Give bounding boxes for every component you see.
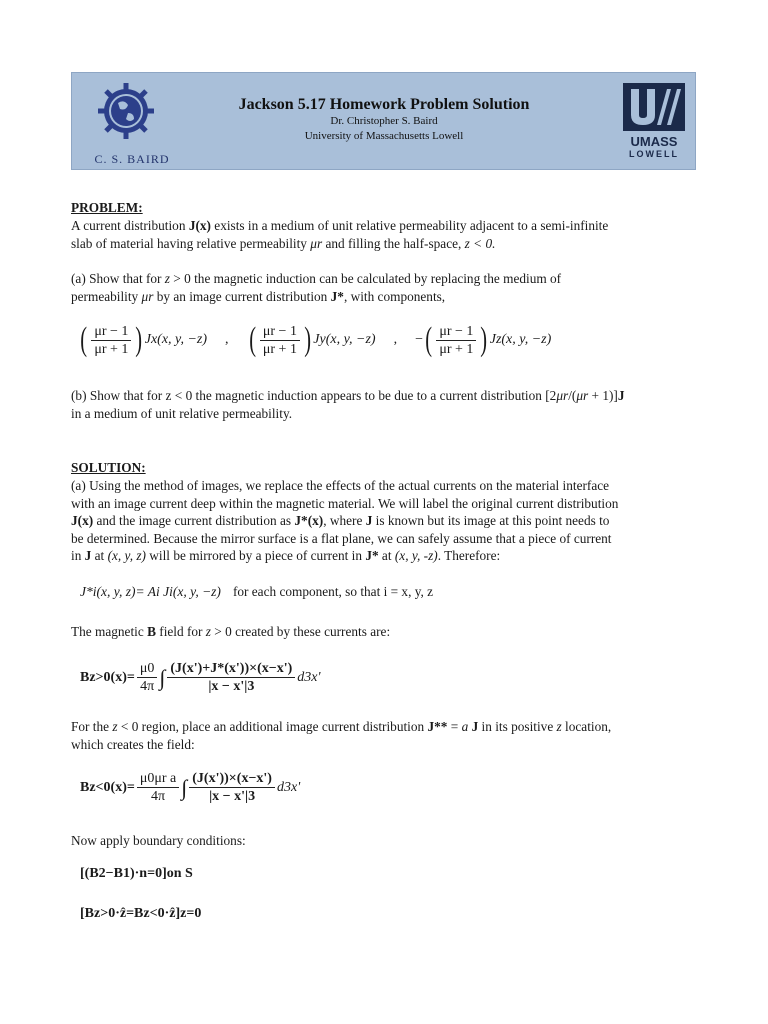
text-run: z	[205, 624, 211, 639]
volume-element: d3x'	[297, 669, 321, 685]
numerator: μr − 1	[436, 323, 476, 341]
numerator: μr − 1	[91, 323, 131, 341]
text-run: A current distribution	[71, 218, 189, 233]
text-run: J**	[427, 719, 448, 734]
text-run: (a) Show that for	[71, 271, 165, 286]
text-run: J	[84, 548, 92, 563]
text-run: at	[91, 548, 108, 563]
paren: (	[425, 321, 433, 358]
lowell-text: LOWELL	[629, 149, 679, 159]
problem-heading	[71, 199, 701, 217]
integrand-fraction	[189, 770, 275, 805]
text-run: + 1)]	[588, 388, 618, 403]
image-relation: J*i(x, y, z)= Ai Ji(x, y, −z)	[80, 584, 221, 599]
numerator: μr − 1	[260, 323, 300, 341]
text-run: permeability	[71, 288, 142, 304]
text-run: z	[164, 271, 170, 286]
globe-gear-icon	[96, 79, 156, 145]
denominator: |x − x'|3	[209, 789, 256, 804]
text-run: field for	[155, 624, 206, 639]
solution-paragraph-4	[71, 832, 701, 850]
boundary-equation: [Bz>0·ẑ=Bz<0·ẑ]z=0	[80, 906, 202, 921]
numerator: μ0μr a	[137, 770, 179, 788]
text-run: which creates the field:	[71, 736, 195, 752]
text-run: =	[447, 719, 462, 734]
fraction	[91, 323, 131, 358]
b-field-below-equation	[80, 770, 700, 805]
text-run: slab of material having relative permeability	[71, 235, 311, 251]
text-run: z < 0.	[464, 235, 496, 251]
text-run: > 0 the magnetic induction can be calculated by replacing the medium of	[169, 271, 562, 286]
text-run: , where	[323, 513, 366, 528]
text-run: μr	[556, 388, 569, 403]
text-run: by an image current distribution	[153, 288, 331, 304]
text-run: exists in a medium of unit relative permeability adjacent to a semi-infinite	[210, 218, 609, 233]
volume-element: d3x'	[276, 779, 301, 795]
umass-lowell-logo	[623, 83, 685, 163]
denominator: |x − x'|3	[208, 679, 255, 694]
solution-paragraph-3	[71, 718, 701, 753]
text-run: and filling the half-space,	[322, 235, 465, 251]
denominator: 4π	[151, 789, 166, 804]
problem-part-a	[71, 270, 701, 305]
b-above-lhs: Bz>0(x)=	[80, 669, 135, 685]
author-name: Dr. Christopher S. Baird	[330, 115, 438, 127]
text-run: (x, y, -z)	[394, 548, 438, 563]
text-run: J*(x)	[294, 513, 324, 528]
text-run: is known but its image at this point needs to	[372, 513, 610, 528]
numerator: (J(x'))×(x−x')	[189, 770, 275, 788]
coefficient	[137, 660, 158, 695]
minus-sign: −	[415, 332, 423, 347]
denominator: μr + 1	[262, 341, 297, 357]
integral-sign: ∫	[181, 774, 188, 800]
image-relation-note: for each component, so that i = x, y, z	[232, 584, 434, 599]
text-run: and the image current distribution as	[93, 513, 295, 528]
component-y: Jy(x, y, −z)	[313, 332, 376, 347]
b-below-lhs: Bz<0(x)=	[80, 779, 135, 795]
text-run: The magnetic	[71, 624, 148, 639]
text-run: J*	[330, 288, 344, 304]
text-run: will be mirrored by a piece of current in	[145, 548, 366, 563]
numerator: μ0	[137, 660, 158, 678]
text-run: , with components,	[343, 288, 446, 304]
paren: (	[248, 321, 256, 358]
text-run: J	[468, 719, 479, 734]
text-run: be determined. Because the mirror surface is a flat plane, we can safely assume that a piece of current	[71, 530, 612, 546]
image-components-equation	[78, 320, 698, 360]
solution-heading-text: SOLUTION:	[71, 460, 146, 475]
text-run: B	[147, 624, 156, 639]
coefficient	[137, 770, 179, 805]
text-run: J(x)	[188, 218, 211, 233]
text-run: in a medium of unit relative permeability.	[71, 405, 293, 421]
text-run: For the	[71, 719, 113, 734]
text-run: z	[112, 719, 118, 734]
title-block	[202, 96, 566, 144]
text-run: in	[71, 548, 85, 563]
problem-part-b	[71, 387, 701, 422]
text-run: J(x)	[71, 513, 94, 528]
umass-text: UMASS	[630, 134, 678, 149]
b-field-above-equation	[80, 660, 700, 695]
text-run: J	[617, 388, 625, 403]
text-run: Now apply boundary conditions:	[71, 833, 246, 848]
text-run: with an image current deep within the magnetic material. We will label the original current distribution	[71, 495, 619, 511]
text-run: at	[378, 548, 395, 563]
image-relation-equation	[80, 584, 700, 600]
separator: ,	[393, 332, 398, 347]
institution-name: University of Massachusetts Lowell	[304, 130, 464, 142]
text-run: (x, y, z)	[107, 548, 146, 563]
text-run: J	[365, 513, 373, 528]
text-run: (b) Show that for z < 0 the magnetic induction appears to be due to a current distribution [2	[71, 388, 557, 403]
paren: )	[135, 321, 143, 358]
integral-sign: ∫	[159, 664, 166, 690]
component-z: Jz(x, y, −z)	[489, 332, 552, 347]
denominator: μr + 1	[439, 341, 474, 357]
umass-mark-icon	[623, 83, 685, 131]
text-run: (a) Using the method of images, we replace the effects of the actual currents on the material interface	[71, 478, 610, 493]
component-x: Jx(x, y, −z)	[144, 332, 208, 347]
denominator: μr + 1	[94, 341, 129, 357]
numerator: (J(x')+J*(x'))×(x−x')	[167, 660, 295, 678]
text-run: location,	[561, 719, 612, 734]
paren: )	[480, 321, 488, 358]
header-banner	[71, 72, 696, 170]
fraction	[260, 323, 300, 358]
paren: )	[304, 321, 312, 358]
text-run: J*	[365, 548, 379, 563]
boundary-condition-2	[80, 906, 480, 922]
text-run: μr	[141, 288, 154, 304]
problem-heading-text: PROBLEM:	[71, 200, 143, 215]
solution-paragraph-1	[71, 477, 701, 565]
fraction	[436, 323, 476, 358]
denominator: 4π	[140, 679, 155, 694]
problem-statement	[71, 217, 701, 252]
text-run: < 0 region, place an additional image current distribution	[117, 719, 428, 734]
text-run: z	[556, 719, 562, 734]
text-run: in its positive	[478, 719, 557, 734]
integrand-fraction	[167, 660, 295, 695]
document-title: Jackson 5.17 Homework Problem Solution	[238, 96, 530, 113]
separator: ,	[225, 332, 229, 347]
text-run: > 0 created by these currents are:	[210, 624, 391, 639]
boundary-condition-1	[80, 866, 480, 882]
logo-caption: C. S. BAIRD	[94, 152, 170, 166]
text-run: /(	[568, 388, 577, 403]
boundary-equation: [(B2−B1)·n=0]on S	[80, 866, 193, 881]
text-run: . Therefore:	[437, 548, 501, 563]
text-run: μr	[576, 388, 589, 403]
solution-heading	[71, 459, 701, 477]
text-run: μr	[310, 235, 323, 251]
text-run: a	[461, 719, 469, 734]
solution-paragraph-2	[71, 623, 701, 641]
paren: (	[80, 321, 88, 358]
cs-baird-logo	[82, 79, 172, 167]
